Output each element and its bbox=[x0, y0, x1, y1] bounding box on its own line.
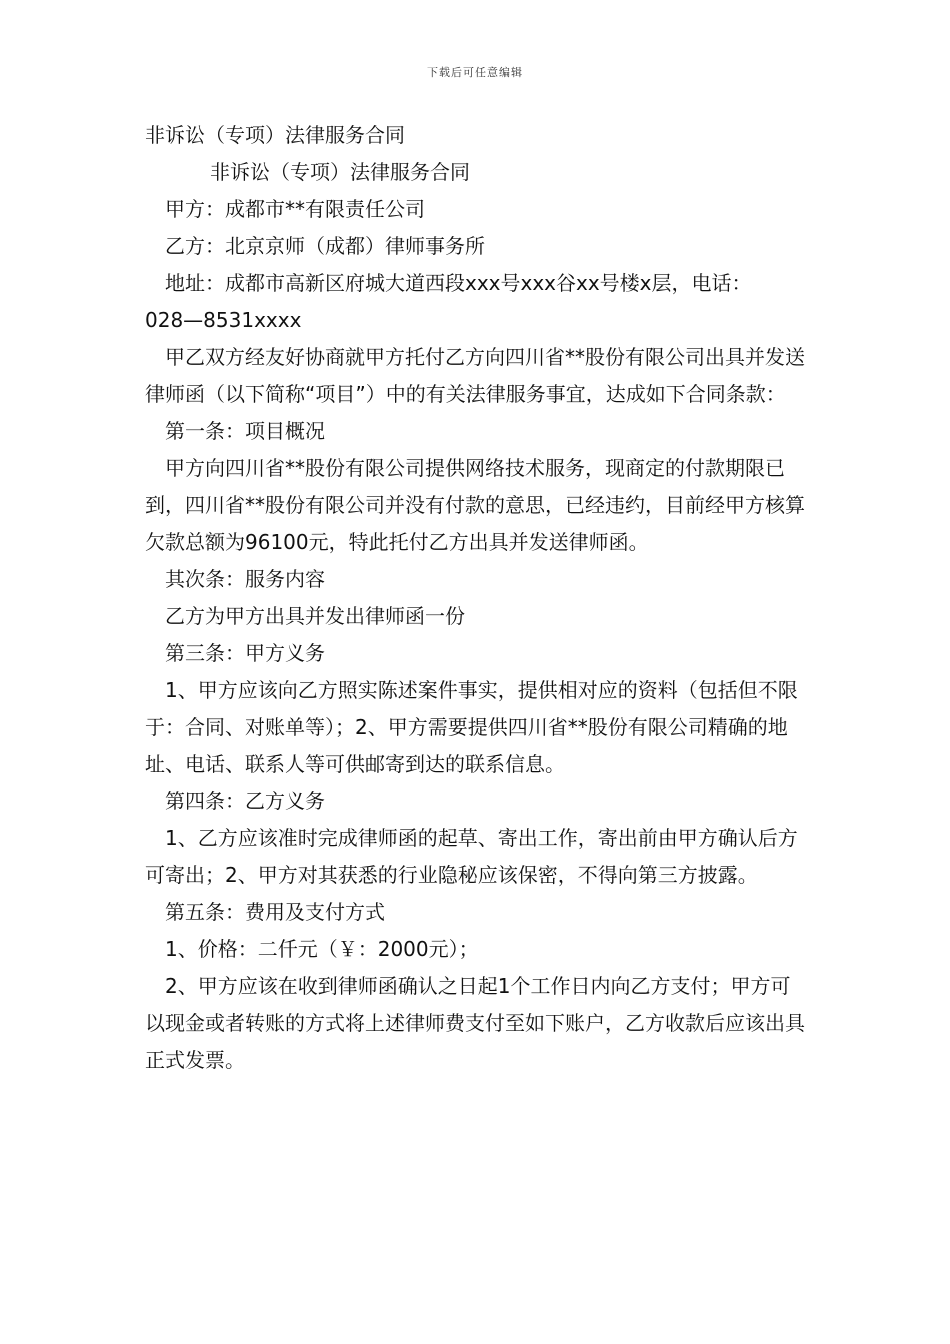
article-3-title: 第三条：甲方义务 bbox=[165, 641, 325, 665]
intro-paragraph: 甲乙双方经友好协商就甲方托付乙方向四川省**股份有限公司出具并发送律师函（以下简称“项目”）中的有关法律服务事宜，达成如下合同条款： bbox=[145, 345, 805, 406]
document-subtitle: 非诉讼（专项）法律服务合同 bbox=[210, 160, 470, 184]
contract-document bbox=[145, 117, 810, 1079]
party-b: 乙方：北京京师（成都）律师事务所 bbox=[165, 234, 485, 258]
article-3-body: 1、甲方应该向乙方照实陈述案件事实，提供相对应的资料（包括但不限于：合同、对账单等）；2、甲方需要提供四川省**股份有限公司精确的地址、电话、联系人等可供邮寄到达的联系信息。 bbox=[145, 678, 798, 776]
article-5-item-2: 2、甲方应该在收到律师函确认之日起1个工作日内向乙方支付；甲方可以现金或者转账的方式将上述律师费支付至如下账户，乙方收款后应该出具正式发票。 bbox=[145, 974, 805, 1072]
article-1-body: 甲方向四川省**股份有限公司提供网络技术服务，现商定的付款期限已到，四川省**股份有限公司并没有付款的意思，已经违约，目前经甲方核算欠款总额为96100元，特此托付乙方出具并发送律师函。 bbox=[145, 456, 805, 554]
page-header-note: 下载后可任意编辑 bbox=[427, 66, 523, 79]
article-4-body: 1、乙方应该准时完成律师函的起草、寄出工作，寄出前由甲方确认后方可寄出；2、甲方对其获悉的行业隐秘应该保密，不得向第三方披露。 bbox=[145, 826, 798, 887]
article-5-title: 第五条：费用及支付方式 bbox=[165, 900, 385, 924]
document-title: 非诉讼（专项）法律服务合同 bbox=[145, 123, 405, 147]
article-4-title: 第四条：乙方义务 bbox=[165, 789, 325, 813]
article-2-title: 其次条：服务内容 bbox=[165, 567, 325, 591]
party-a: 甲方：成都市**有限责任公司 bbox=[165, 197, 425, 221]
article-5-item-1: 1、价格：二仟元（￥：2000元）； bbox=[165, 937, 479, 961]
address-line: 地址：成都市高新区府城大道西段xxx号xxx谷xx号楼x层，电话： bbox=[165, 271, 752, 295]
phone-number: 028—8531xxxx bbox=[145, 308, 302, 332]
article-1-title: 第一条：项目概况 bbox=[165, 419, 325, 443]
article-2-body: 乙方为甲方出具并发出律师函一份 bbox=[165, 604, 465, 628]
